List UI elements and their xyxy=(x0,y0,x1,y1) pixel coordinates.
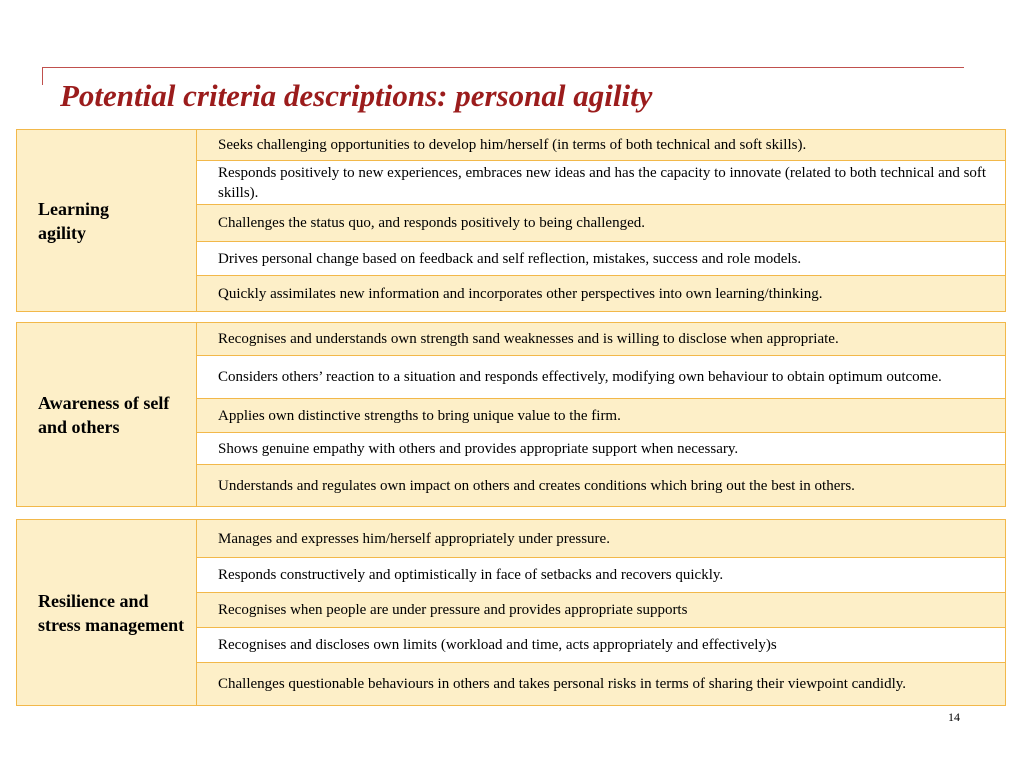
criteria-row: Responds constructively and optimistically in face of setbacks and recovers quickly. xyxy=(197,557,1005,592)
section-label: Resilience and stress management xyxy=(17,520,197,705)
criteria-row: Understands and regulates own impact on others and creates conditions which bring out the best in others. xyxy=(197,464,1005,506)
criteria-row: Recognises and understands own strength sand weaknesses and is willing to disclose when appropriate. xyxy=(197,323,1005,355)
criteria-list xyxy=(197,130,1005,311)
criteria-list xyxy=(197,323,1005,506)
section-label: Awareness of self and others xyxy=(17,323,197,506)
criteria-row: Considers others’ reaction to a situation and responds effectively, modifying own behaviour to obtain optimum outcome. xyxy=(197,355,1005,398)
criteria-row: Applies own distinctive strengths to bring unique value to the firm. xyxy=(197,398,1005,432)
section-learning-agility xyxy=(16,129,1006,312)
criteria-row: Seeks challenging opportunities to develop him/herself (in terms of both technical and soft skills). xyxy=(197,130,1005,160)
section-awareness-of-self-and-others xyxy=(16,322,1006,507)
section-label: Learning agility xyxy=(17,130,197,311)
page-title: Potential criteria descriptions: personal agility xyxy=(60,78,653,113)
criteria-row: Quickly assimilates new information and incorporates other perspectives into own learning/thinking. xyxy=(197,275,1005,311)
title-rule-tick xyxy=(42,67,43,85)
criteria-row: Challenges questionable behaviours in others and takes personal risks in terms of sharing their viewpoint candidly. xyxy=(197,662,1005,705)
criteria-row: Shows genuine empathy with others and provides appropriate support when necessary. xyxy=(197,432,1005,464)
criteria-row: Recognises when people are under pressure and provides appropriate supports xyxy=(197,592,1005,627)
criteria-row: Recognises and discloses own limits (workload and time, acts appropriately and effectively)s xyxy=(197,627,1005,662)
criteria-row: Manages and expresses him/herself appropriately under pressure. xyxy=(197,520,1005,557)
section-resilience-and-stress-management xyxy=(16,519,1006,706)
title-rule xyxy=(42,67,964,68)
criteria-row: Challenges the status quo, and responds positively to being challenged. xyxy=(197,204,1005,241)
criteria-row: Drives personal change based on feedback and self reflection, mistakes, success and role models. xyxy=(197,241,1005,275)
criteria-list xyxy=(197,520,1005,705)
criteria-row: Responds positively to new experiences, embraces new ideas and has the capacity to innovate (related to both technical and soft skills). xyxy=(197,160,1005,204)
page-number: 14 xyxy=(948,710,960,724)
